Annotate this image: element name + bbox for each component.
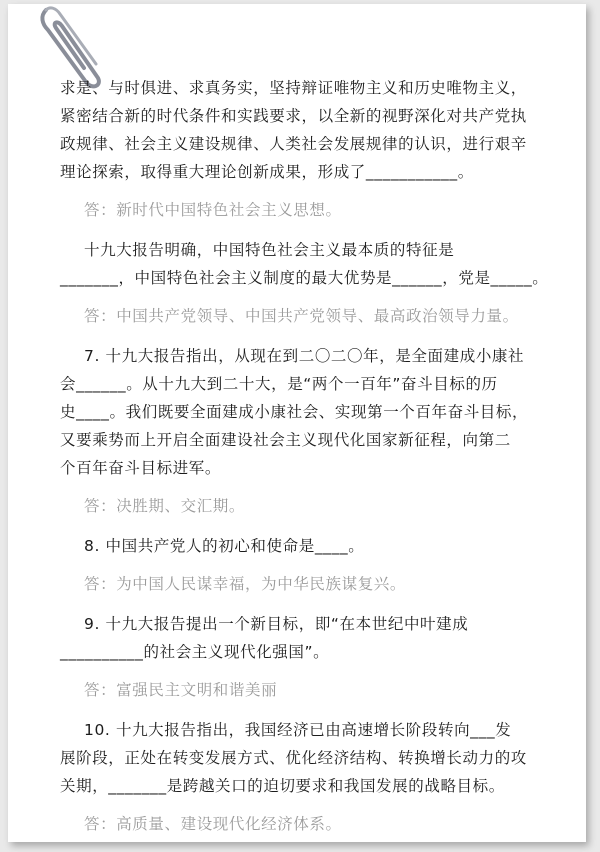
question-line: 紧密结合新的时代条件和实践要求，以全新的视野深化对共产党执 xyxy=(60,107,527,125)
answer-5: 答：新时代中国特色社会主义思想。 xyxy=(84,201,342,219)
question-line: 政规律、社会主义建设规律、人类社会发展规律的认识，进行艰辛 xyxy=(60,135,527,153)
question-10 xyxy=(60,716,560,838)
answer-10: 答：高质量、建设现代化经济体系。 xyxy=(84,815,342,833)
question-line: 7. 十九大报告指出，从现在到二〇二〇年，是全面建成小康社 xyxy=(84,347,525,365)
question-line: 展阶段，正处在转变发展方式、优化经济结构、转换增长动力的攻 xyxy=(60,749,527,767)
question-line: 又要乘势而上开启全面建设社会主义现代化国家新征程，向第二 xyxy=(60,431,511,449)
question-line: 理论探索，取得重大理论创新成果，形成了___________。 xyxy=(60,163,474,181)
answer-8: 答：为中国人民谋幸福，为中华民族谋复兴。 xyxy=(84,575,407,593)
question-line: _______，中国特色社会主义制度的最大优势是______，党是_____。 xyxy=(60,269,549,287)
question-line: 个百年奋斗目标进军。 xyxy=(60,459,222,477)
answer-9: 答：富强民主文明和谐美丽 xyxy=(84,681,278,699)
question-9 xyxy=(60,610,560,704)
question-5 xyxy=(60,74,560,224)
question-line: 十九大报告明确，中国特色社会主义最本质的特征是 xyxy=(84,241,455,259)
question-line: 会______。从十九大到二十大，是“两个一百年”奋斗目标的历 xyxy=(60,375,498,393)
answer-6: 答：中国共产党领导、中国共产党领导、最高政治领导力量。 xyxy=(84,307,519,325)
question-line: __________的社会主义现代化强国”。 xyxy=(60,643,330,661)
question-6 xyxy=(60,236,560,330)
question-content xyxy=(60,74,560,838)
question-7 xyxy=(60,342,560,520)
document-page xyxy=(8,4,586,842)
question-line: 史____。我们既要全面建成小康社会、实现第一个百年奋斗目标， xyxy=(60,403,529,421)
question-line: 10. 十九大报告指出，我国经济已由高速增长阶段转向___发 xyxy=(84,721,512,739)
answer-7: 答：决胜期、交汇期。 xyxy=(84,497,246,515)
question-line: 关期，_______是跨越关口的迫切要求和我国发展的战略目标。 xyxy=(60,777,505,795)
question-line: 8. 中国共产党人的初心和使命是____。 xyxy=(84,537,365,555)
question-line: 求是、与时俱进、求真务实，坚持辩证唯物主义和历史唯物主义， xyxy=(60,79,527,97)
question-line: 9. 十九大报告提出一个新目标，即“在本世纪中叶建成 xyxy=(84,615,469,633)
question-8 xyxy=(60,532,560,598)
